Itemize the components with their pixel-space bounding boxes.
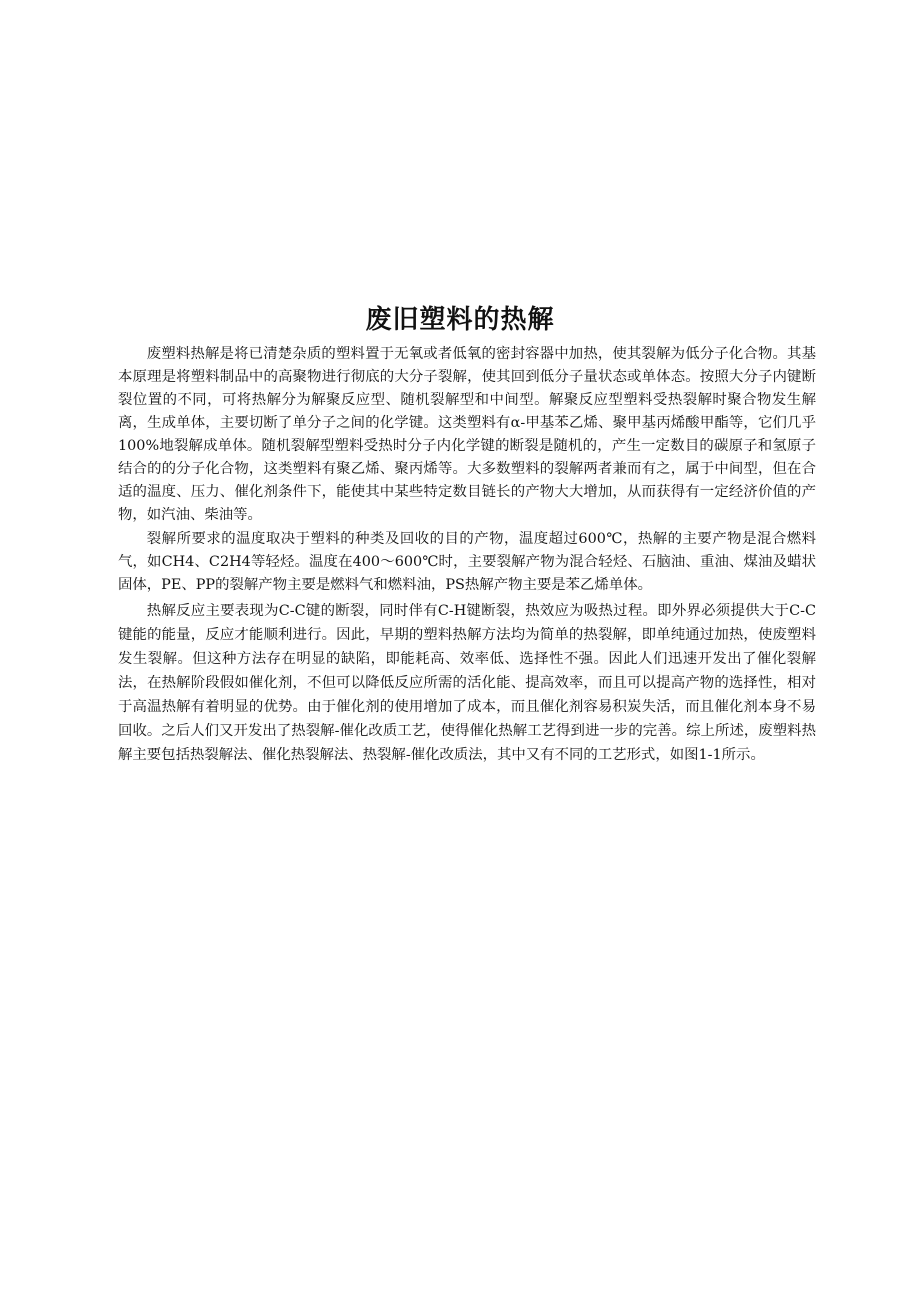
paragraph-cracking-temperature: 裂解所要求的温度取决于塑料的种类及回收的目的产物，温度超过600℃，热解的主要产物是混合燃料气，如CH4、C2H4等轻烃。温度在400～600℃时，主要裂解产物为混合轻烃、石脑油、重油、煤油及蜡状固体，PE、PP的裂解产物主要是燃料气和燃料油，PS热解产物主要是苯乙烯单体。 — [118, 531, 816, 593]
paragraph-pyrolysis-principle: 废塑料热解是将已清楚杂质的塑料置于无氧或者低氧的密封容器中加热，使其裂解为低分子化合物。其基本原理是将塑料制品中的高聚物进行彻底的大分子裂解，使其回到低分子量状态或单体态。按照大分子内键断裂位置的不同，可将热解分为解聚反应型、随机裂解型和中间型。解聚反应型塑料受热裂解时聚合物发生解离，生成单体，主要切断了单分子之间的化学键。这类塑料有α-甲基苯乙烯、聚甲基丙烯酸甲酯等，它们几乎100%地裂解成单体。随机裂解型塑料受热时分子内化学键的断裂是随机的，产生一定数目的碳原子和氢原子结合的的分子化合物，这类塑料有聚乙烯、聚丙烯等。大多数塑料的裂解两者兼而有之，属于中间型，但在合适的温度、压力、催化剂条件下，能使其中某些特定数目链长的产物大大增加，从而获得有一定经济价值的产物，如汽油、柴油等。 — [118, 346, 816, 523]
paragraph-pyrolysis-methods: 热解反应主要表现为C-C键的断裂，同时伴有C-H键断裂，热效应为吸热过程。即外界必须提供大于C-C键能的能量，反应才能顺利进行。因此，早期的塑料热解方法均为简单的热裂解，即单纯通过加热，使废塑料发生裂解。但这种方法存在明显的缺陷，即能耗高、效率低、选择性不强。因此人们迅速开发出了催化裂解法，在热解阶段假如催化剂，不但可以降低反应所需的活化能、提高效率，而且可以提高产物的选择性，相对于高温热解有着明显的优势。由于催化剂的使用增加了成本，而且催化剂容易积炭失活，而且催化剂本身不易回收。之后人们又开发出了热裂解-催化改质工艺，使得催化热解工艺得到进一步的完善。综上所述，废塑料热解主要包括热裂解法、催化热裂解法、热裂解-催化改质法，其中又有不同的工艺形式，如图1-1所示。 — [118, 603, 816, 763]
document-title: 废旧塑料的热解 — [365, 305, 555, 335]
document-body — [118, 343, 816, 767]
